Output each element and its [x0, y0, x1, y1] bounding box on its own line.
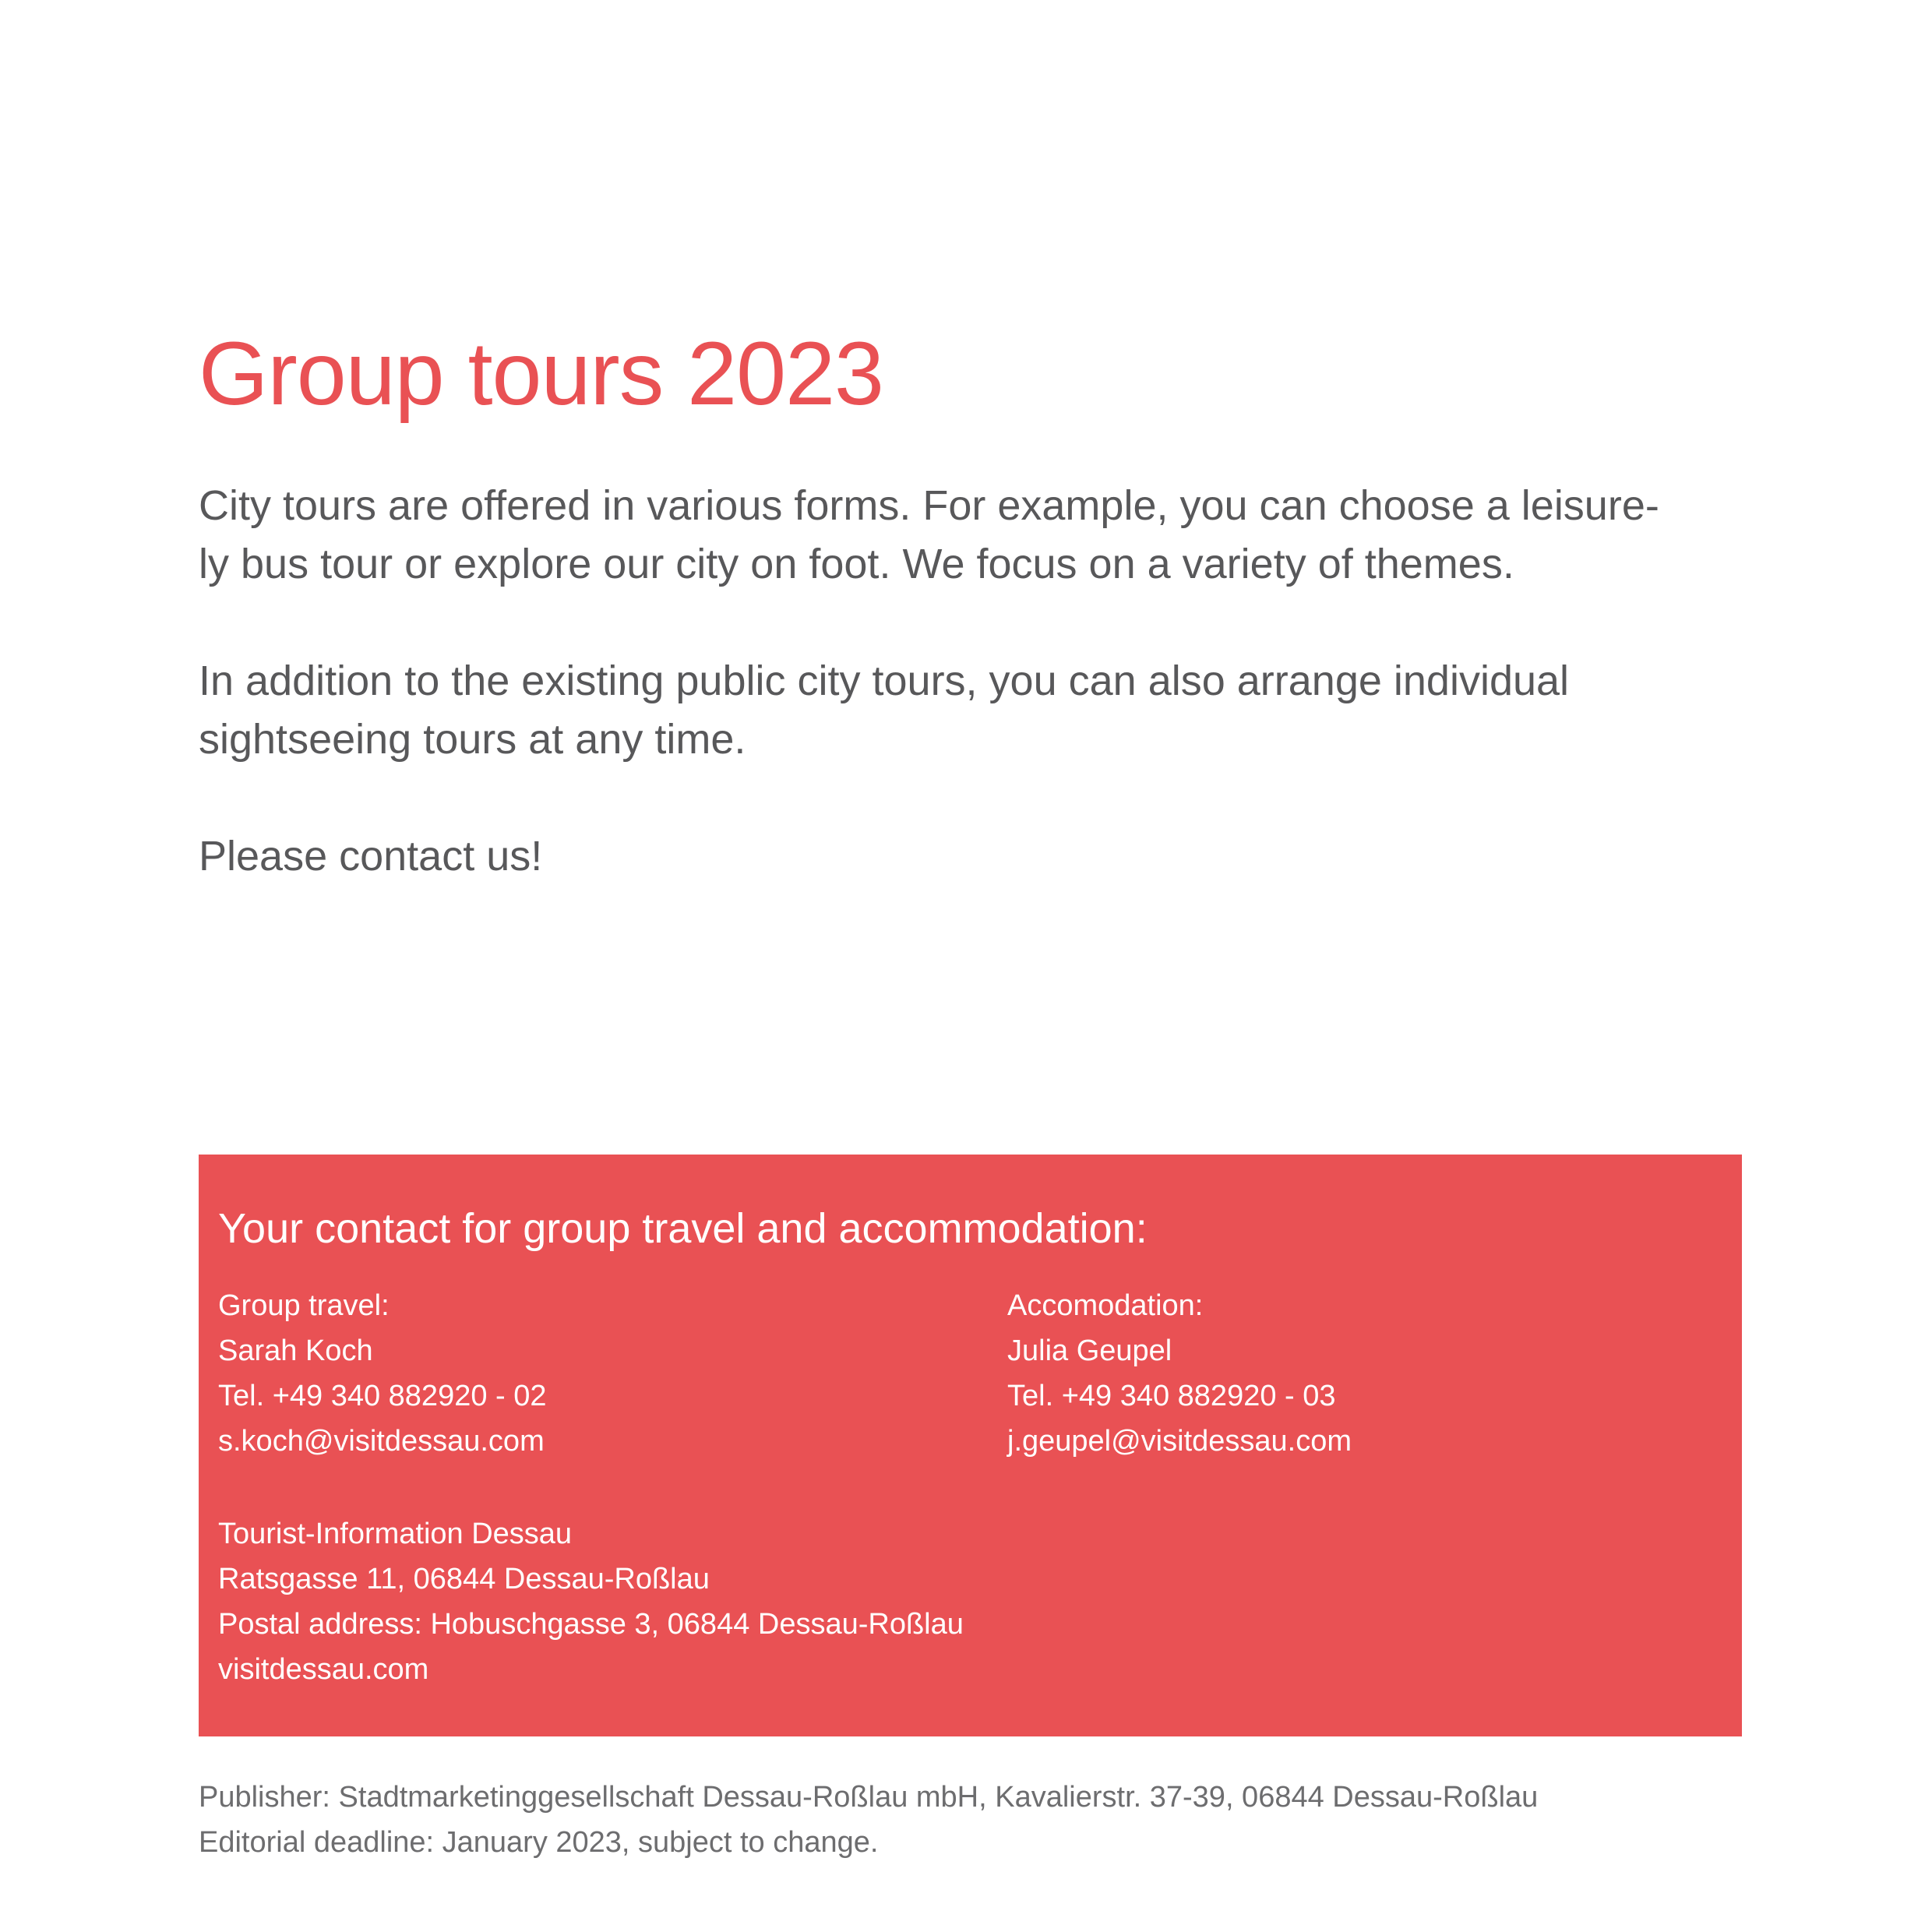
intro-paragraph-1-line-1: City tours are offered in various forms. For example, you can choose a leisure- [199, 482, 1659, 529]
intro-paragraph-2 [199, 652, 1765, 769]
accommodation-phone: Tel. +49 340 882920 - 03 [1007, 1380, 1336, 1412]
accommodation-label: Accomodation: [1007, 1289, 1204, 1322]
postal-address: Postal address: Hobuschgasse 3, 06844 Dessau-Roßlau [218, 1608, 964, 1641]
intro-paragraph-2-line-2: sightseeing tours at any time. [199, 716, 746, 763]
intro-paragraph-1 [199, 477, 1765, 594]
intro-paragraph-2-line-1: In addition to the existing public city tours, you can also arrange individual [199, 658, 1570, 704]
intro-text [199, 477, 1765, 944]
publisher-text: Publisher: Stadtmarketinggesellschaft Dessau-Roßlau mbH, Kavalierstr. 37-39, 06844 Dessau-Roßlau [199, 1781, 1539, 1814]
group-travel-phone: Tel. +49 340 882920 - 02 [218, 1380, 547, 1412]
page-title: Group tours 2023 [199, 324, 884, 424]
office-name: Tourist-Information Dessau [218, 1518, 573, 1550]
group-travel-label: Group travel: [218, 1289, 390, 1322]
editorial-deadline-text: Editorial deadline: January 2023, subject to change. [199, 1826, 879, 1859]
footer-imprint [199, 1775, 1538, 1865]
contact-box [199, 1155, 1742, 1736]
contact-us-text: Please contact us! [199, 833, 543, 880]
intro-paragraph-1-line-2: ly bus tour or explore our city on foot. We focus on a variety of themes. [199, 541, 1514, 587]
group-travel-name: Sarah Koch [218, 1334, 373, 1367]
intro-paragraph-3 [199, 827, 1765, 886]
tourist-information-address [218, 1511, 964, 1692]
group-travel-contact [218, 1283, 547, 1464]
accommodation-email-link[interactable]: j.geupel@visitdessau.com [1007, 1425, 1352, 1458]
contact-heading: Your contact for group travel and accommodation: [218, 1205, 1148, 1252]
street-address: Ratsgasse 11, 06844 Dessau-Roßlau [218, 1563, 710, 1595]
group-travel-email-link[interactable]: s.koch@visitdessau.com [218, 1425, 545, 1458]
accommodation-name: Julia Geupel [1007, 1334, 1172, 1367]
website-link[interactable]: visitdessau.com [218, 1653, 429, 1686]
accommodation-contact [1007, 1283, 1352, 1464]
